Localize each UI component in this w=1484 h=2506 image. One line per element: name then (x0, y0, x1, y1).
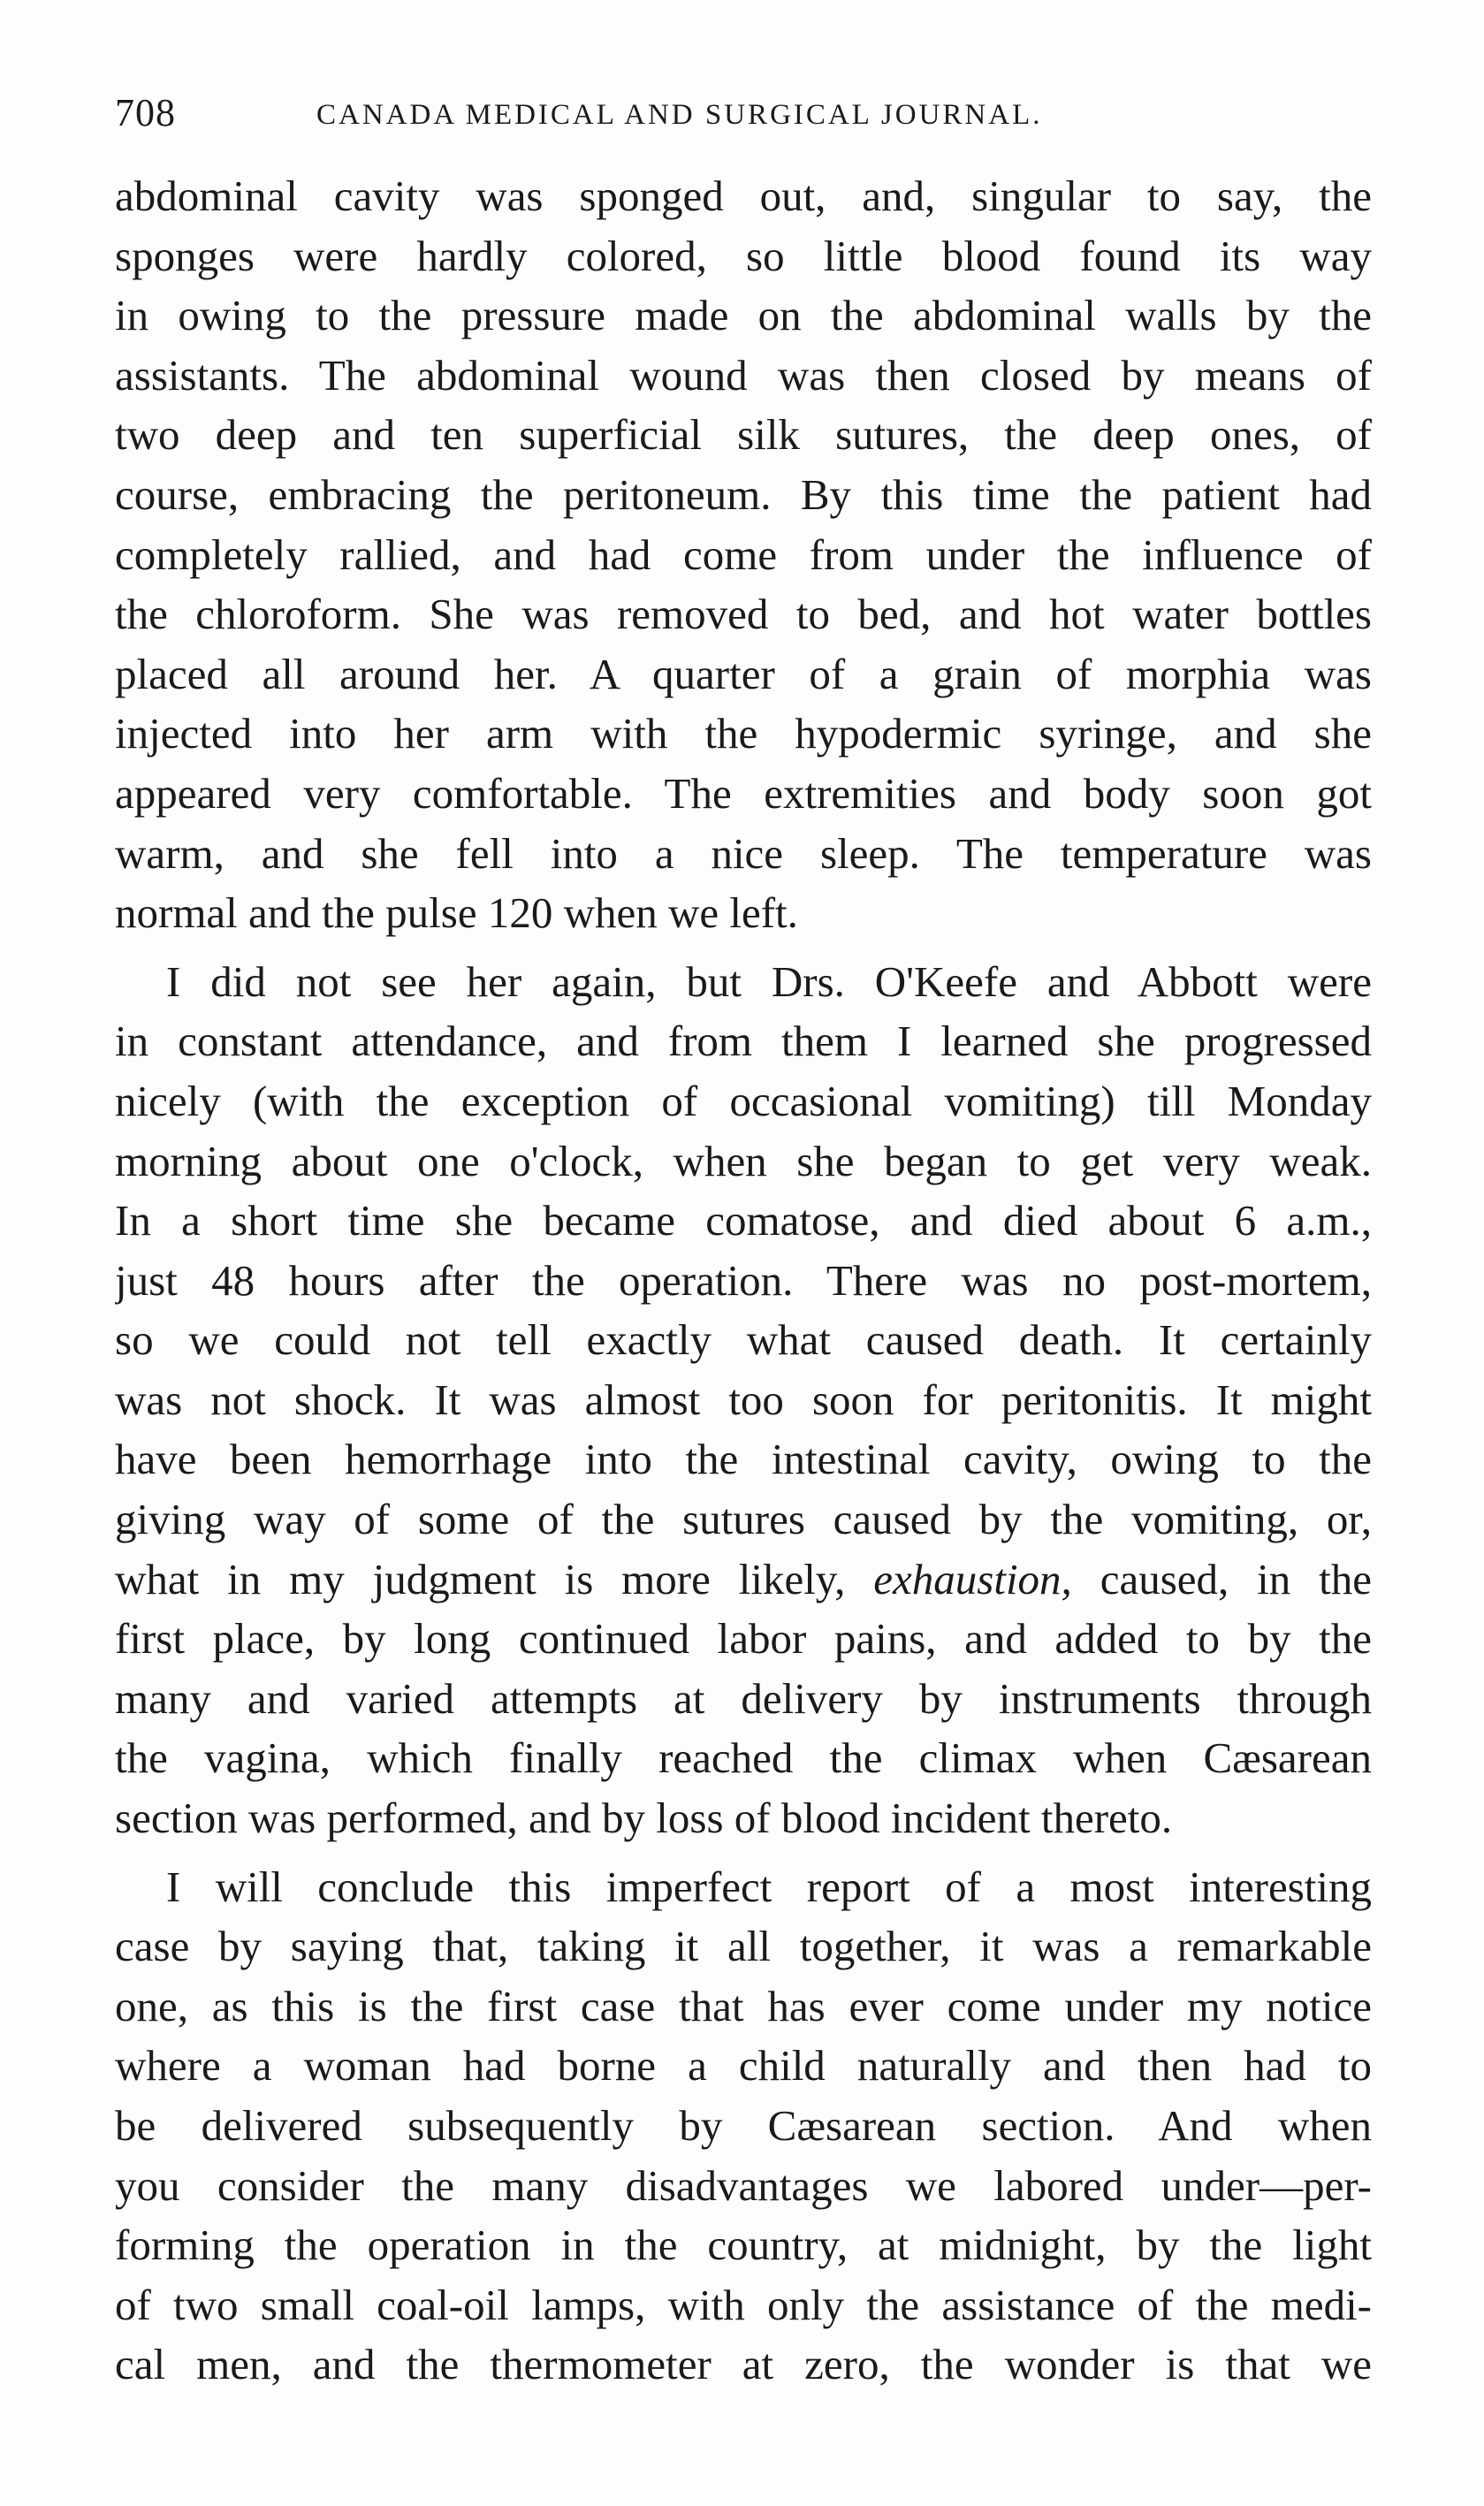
text-line: be delivered subsequently by Cæsarean section. And when (115, 2101, 1372, 2150)
text-run: caused, in the (1071, 1554, 1372, 1603)
text-line: forming the operation in the country, at midnight, by the light (115, 2220, 1372, 2270)
text-line: In a short time she became comatose, and died about 6 a.m., (115, 1196, 1372, 1245)
text-line: giving way of some of the sutures caused by the vomiting, or, (115, 1495, 1372, 1544)
text-line: sponges were hardly colored, so little blood found its way (115, 231, 1372, 280)
text-line: two deep and ten superficial silk sutures, the deep ones, of (115, 410, 1372, 460)
text-line: in constant attendance, and from them I learned she progressed (115, 1017, 1372, 1066)
paragraph-gap (115, 1848, 1372, 1857)
text-line-with-italic (115, 1550, 1372, 1610)
page-number: 708 (115, 91, 176, 134)
text-line: case by saying that, taking it all together, it was a remarkable (115, 1922, 1372, 1971)
text-line: you consider the many disadvantages we labored under—per- (115, 2160, 1372, 2210)
text-line: assistants. The abdominal wound was then closed by means of (115, 350, 1372, 400)
text-line: the vagina, which finally reached the climax when Cæsarean (115, 1733, 1372, 1783)
text-line: just 48 hours after the operation. There was no post-mortem, (115, 1255, 1372, 1305)
text-line: many and varied attempts at delivery by instruments through (115, 1673, 1372, 1723)
text-line: cal men, and the thermometer at zero, the wonder is that we (115, 2340, 1372, 2389)
text-run: what in my judgment is more likely, (115, 1554, 874, 1603)
text-line: morning about one o'clock, when she began to get very weak. (115, 1136, 1372, 1185)
journal-title: CANADA MEDICAL AND SURGICAL JOURNAL. (316, 99, 1043, 131)
text-line: so we could not tell exactly what caused death. It certainly (115, 1315, 1372, 1365)
text-line: in owing to the pressure made on the abdominal walls by the (115, 291, 1372, 340)
paragraph-1 (115, 166, 1372, 943)
italic-word: exhaustion, (873, 1554, 1072, 1603)
text-line: I did not see her again, but Drs. O'Keefe and Abbott were (166, 956, 1372, 1006)
article-body (115, 166, 1372, 2395)
text-line: completely rallied, and had come from under the influence of (115, 529, 1372, 579)
paragraph-3 (115, 1857, 1372, 2395)
text-line: first place, by long continued labor pains, and added to by the (115, 1614, 1372, 1664)
text-line: course, embracing the peritoneum. By this time the patient had (115, 469, 1372, 519)
text-line: normal and the pulse 120 when we left. (115, 888, 798, 938)
text-line: I will conclude this imperfect report of a most interesting (166, 1862, 1372, 1911)
text-line: appeared very comfortable. The extremities and body soon got (115, 768, 1372, 818)
text-line: of two small coal-oil lamps, with only the assistance of the medi- (115, 2280, 1372, 2329)
text-line: the chloroform. She was removed to bed, and hot water bottles (115, 590, 1372, 639)
text-line: section was performed, and by loss of blood incident thereto. (115, 1794, 1173, 1843)
text-line: placed all around her. A quarter of a grain of morphia was (115, 649, 1372, 698)
running-head (115, 87, 1370, 140)
text-line: abdominal cavity was sponged out, and, singular to say, the (115, 171, 1372, 220)
text-line: was not shock. It was almost too soon for peritonitis. It might (115, 1375, 1372, 1424)
text-line: one, as this is the first case that has ever come under my notice (115, 1981, 1372, 2030)
text-line: nicely (with the exception of occasional vomiting) till Monday (115, 1076, 1372, 1125)
paragraph-gap (115, 943, 1372, 952)
paragraph-2 (115, 952, 1372, 1848)
text-line: injected into her arm with the hypodermic syringe, and she (115, 709, 1372, 758)
text-line: where a woman had borne a child naturally and then had to (115, 2041, 1372, 2091)
text-line: have been hemorrhage into the intestinal cavity, owing to the (115, 1435, 1372, 1484)
text-line: warm, and she fell into a nice sleep. The temperature was (115, 828, 1372, 878)
